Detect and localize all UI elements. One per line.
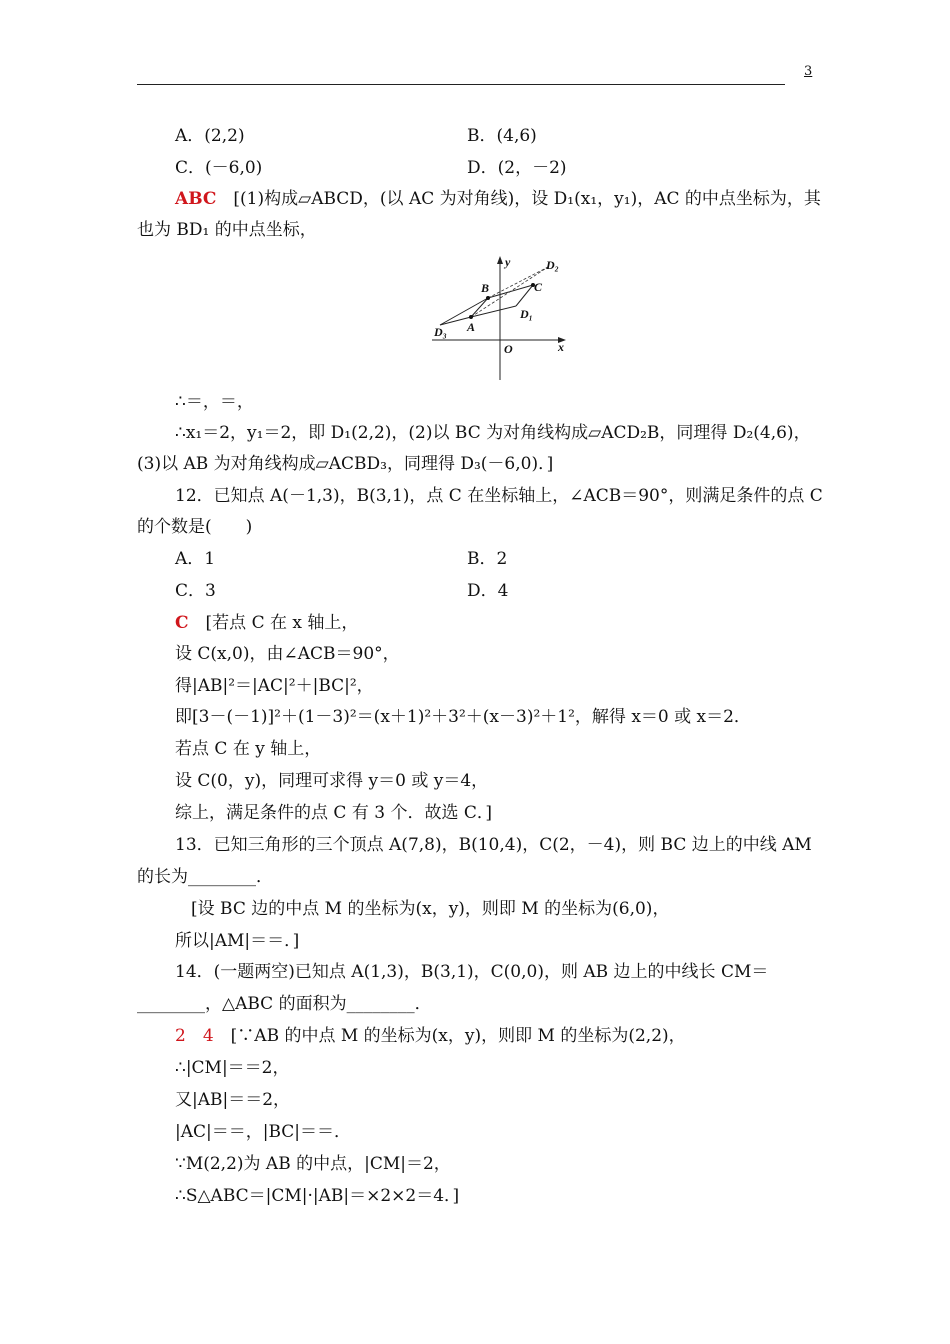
- header-rule: [137, 84, 785, 85]
- label-d2: D₂: [546, 258, 559, 272]
- q11-option-d: D．(2，－2): [467, 158, 567, 178]
- q14-solution-line-6: ∴S△ABC＝|CM|·|AB|＝×2×2＝4．]: [175, 1186, 460, 1206]
- q11-option-c: C．(－6,0): [175, 158, 263, 178]
- q14-solution-line-5: ∵M(2,2)为 AB 的中点，|CM|＝2，: [175, 1154, 451, 1174]
- q14-solution-line-3: 又|AB|＝＝2，: [175, 1090, 291, 1110]
- q12-stem-line-2: 的个数是( ): [137, 517, 253, 537]
- q14-solution-line-4: |AC|＝＝，|BC|＝＝．: [175, 1122, 352, 1142]
- q11-option-b: B．(4,6): [467, 126, 537, 146]
- parallelogram-figure: [420, 252, 580, 384]
- q11-option-a: A．(2,2): [175, 126, 245, 146]
- q12-solution-line-7: 综上，满足条件的点 C 有 3 个．故选 C．]: [175, 803, 492, 823]
- q12-solution-line-3: 得|AB|²＝|AC|²＋|BC|²，: [175, 676, 374, 696]
- q14-answer-2: 4: [202, 1026, 214, 1046]
- q12-solution-line-2: 设 C(x,0)，由∠ACB＝90°，: [175, 644, 400, 664]
- label-y: y: [505, 255, 511, 269]
- q11-solution-line-3: ∴＝，＝，: [175, 392, 254, 412]
- q13-stem-line-2: 的长为________．: [137, 867, 273, 887]
- q11-solution-line-4: ∴x₁＝2，y₁＝2，即 D₁(2,2)，(2)以 BC 为对角线构成▱ACD₂B，同理得 D₂(4,6)，: [175, 423, 811, 443]
- label-a: A: [467, 320, 476, 334]
- label-o: O: [504, 342, 513, 356]
- edge-c-d1: [516, 285, 533, 306]
- label-d1: D₁: [520, 307, 533, 321]
- q12-solution-line-6: 设 C(0，y)，同理可求得 y＝0 或 y＝4，: [175, 771, 489, 791]
- point-a: [469, 315, 473, 319]
- q11-solution-line-2: 也为 BD₁ 的中点坐标，: [137, 220, 317, 240]
- q11-solution-line-1: ABC [(1)构成▱ABCD，(以 AC 为对角线)，设 D₁(x₁，y₁)，AC 的中点坐标为，其: [175, 189, 821, 209]
- q14-stem-line-1: 14．(一题两空)已知点 A(1,3)，B(3,1)，C(0,0)，则 AB 边上的中线长 CM＝: [175, 962, 769, 982]
- q12-option-d: D．4: [467, 581, 509, 601]
- q12-answer: C: [175, 613, 189, 633]
- q12-solution-line-1: C [若点 C 在 x 轴上，: [175, 613, 359, 633]
- q14-answer-1: 2: [175, 1026, 186, 1046]
- edge-d1-a: [471, 306, 516, 317]
- q13-solution-line-2: 所以|AM|＝＝．]: [175, 931, 300, 951]
- q12-option-a: A．1: [175, 549, 216, 569]
- q12-option-c: C．3: [175, 581, 216, 601]
- label-c: C: [534, 280, 543, 294]
- q14-stem-line-2: ________，△ABC 的面积为________．: [137, 994, 432, 1014]
- label-b: B: [481, 281, 490, 295]
- label-d3: D₃: [434, 325, 447, 339]
- edge-d3-b: [440, 298, 488, 325]
- q13-solution-line-1: [设 BC 边的中点 M 的坐标为(x，y)，则即 M 的坐标为(6,0)，: [191, 899, 670, 919]
- q12-option-b: B．2: [467, 549, 508, 569]
- q12-solution-line-4: 即[3－(－1)]²＋(1－3)²＝(x＋1)²＋3²＋(x－3)²＋1²，解得 x＝0 或 x＝2．: [175, 707, 751, 727]
- q12-solution-line-5: 若点 C 在 y 轴上，: [175, 739, 322, 759]
- q14-solution-line-2: ∴|CM|＝＝2，: [175, 1058, 290, 1078]
- label-x: x: [558, 340, 564, 354]
- q14-solution-line-1: 2 4 [∵AB 的中点 M 的坐标为(x，y)，则即 M 的坐标为(2,2)，: [175, 1026, 686, 1046]
- q11-answer: ABC: [175, 189, 217, 209]
- q12-stem-line-1: 12．已知点 A(－1,3)，B(3,1)，点 C 在坐标轴上，∠ACB＝90°，则满足条件的点 C: [175, 486, 823, 506]
- page-number: 3: [804, 64, 813, 79]
- y-axis-arrow: [497, 256, 503, 264]
- q11-solution-line-5: (3)以 AB 为对角线构成▱ACBD₃，同理得 D₃(－6,0)．]: [137, 454, 554, 474]
- q13-stem-line-1: 13．已知三角形的三个顶点 A(7,8)，B(10,4)，C(2，－4)，则 BC 边上的中线 AM: [175, 835, 812, 855]
- point-b: [486, 296, 490, 300]
